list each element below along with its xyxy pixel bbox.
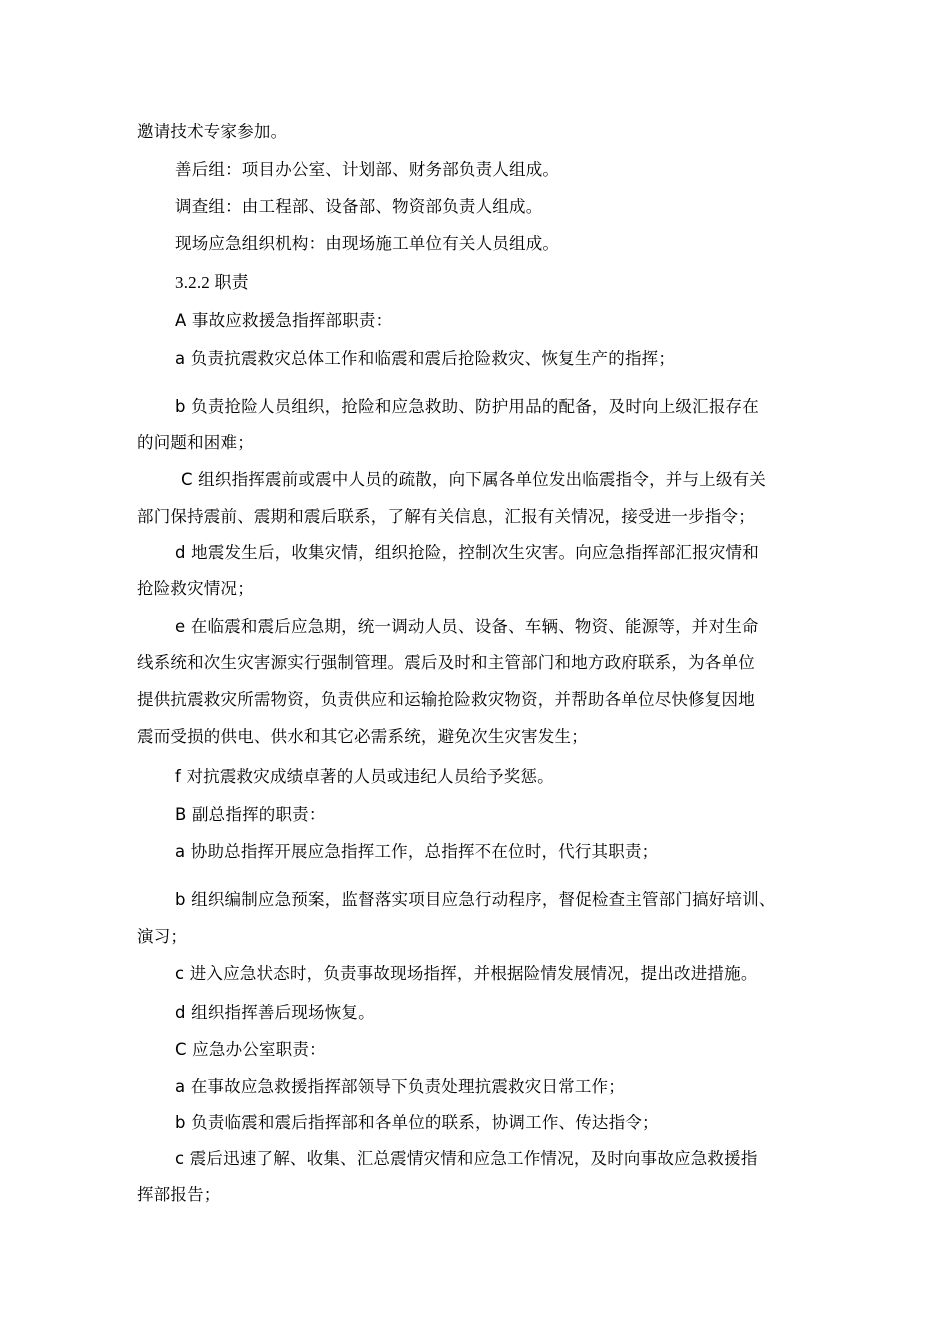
text-line: 提供抗震救灾所需物资，负责供应和运输抢险救灾物资，并帮助各单位尽快修复因地	[137, 690, 755, 709]
text-line: d 组织指挥善后现场恢复。	[175, 1003, 375, 1022]
text-line: 线系统和次生灾害源实行强制管理。震后及时和主管部门和地方政府联系，为各单位	[137, 653, 755, 672]
text-line: 挥部报告；	[137, 1185, 221, 1204]
text-line: 的问题和困难；	[137, 433, 254, 452]
text-line: 部门保持震前、震期和震后联系，了解有关信息，汇报有关情况，接受进一步指令；	[137, 507, 755, 526]
text-line: b 负责抢险人员组织，抢险和应急救助、防护用品的配备，及时向上级汇报存在	[175, 397, 759, 416]
section-heading: 3.2.2 职责	[175, 273, 249, 292]
text-line: 演习；	[137, 927, 188, 946]
text-line: b 组织编制应急预案，监督落实项目应急行动程序，督促检查主管部门搞好培训、	[175, 890, 776, 909]
text-line: 抢险救灾情况；	[137, 579, 254, 598]
text-line: 现场应急组织机构：由现场施工单位有关人员组成。	[175, 234, 560, 253]
text-line: 善后组：项目办公室、计划部、财务部负责人组成。	[175, 160, 560, 179]
text-line: C 应急办公室职责：	[175, 1040, 326, 1059]
text-line: A 事故应救援急指挥部职责：	[175, 311, 393, 330]
text-line: 邀请技术专家参加。	[137, 122, 288, 141]
text-line: e 在临震和震后应急期，统一调动人员、设备、车辆、物资、能源等，并对生命	[175, 617, 759, 636]
text-line: 调查组：由工程部、设备部、物资部负责人组成。	[175, 197, 543, 216]
text-line: c 震后迅速了解、收集、汇总震情灾情和应急工作情况，及时向事故应急救援指	[175, 1149, 758, 1168]
text-line: a 负责抗震救灾总体工作和临震和震后抢险救灾、恢复生产的指挥；	[175, 349, 676, 368]
text-line: a 协助总指挥开展应急指挥工作，总指挥不在位时，代行其职责；	[175, 842, 659, 861]
text-line: c 进入应急状态时，负责事故现场指挥，并根据险情发展情况，提出改进措施。	[175, 964, 758, 983]
text-line: a 在事故应急救援指挥部领导下负责处理抗震救灾日常工作；	[175, 1077, 625, 1096]
text-line: 震而受损的供电、供水和其它必需系统，避免次生灾害发生；	[137, 727, 588, 746]
text-line: C 组织指挥震前或震中人员的疏散，向下属各单位发出临震指令，并与上级有关	[181, 470, 766, 489]
text-line: f 对抗震救灾成绩卓著的人员或违纪人员给予奖惩。	[175, 767, 554, 786]
text-line: b 负责临震和震后指挥部和各单位的联系，协调工作、传达指令；	[175, 1113, 659, 1132]
text-line: B 副总指挥的职责：	[175, 805, 326, 824]
text-line: d 地震发生后，收集灾情，组织抢险，控制次生灾害。向应急指挥部汇报灾情和	[175, 543, 759, 562]
